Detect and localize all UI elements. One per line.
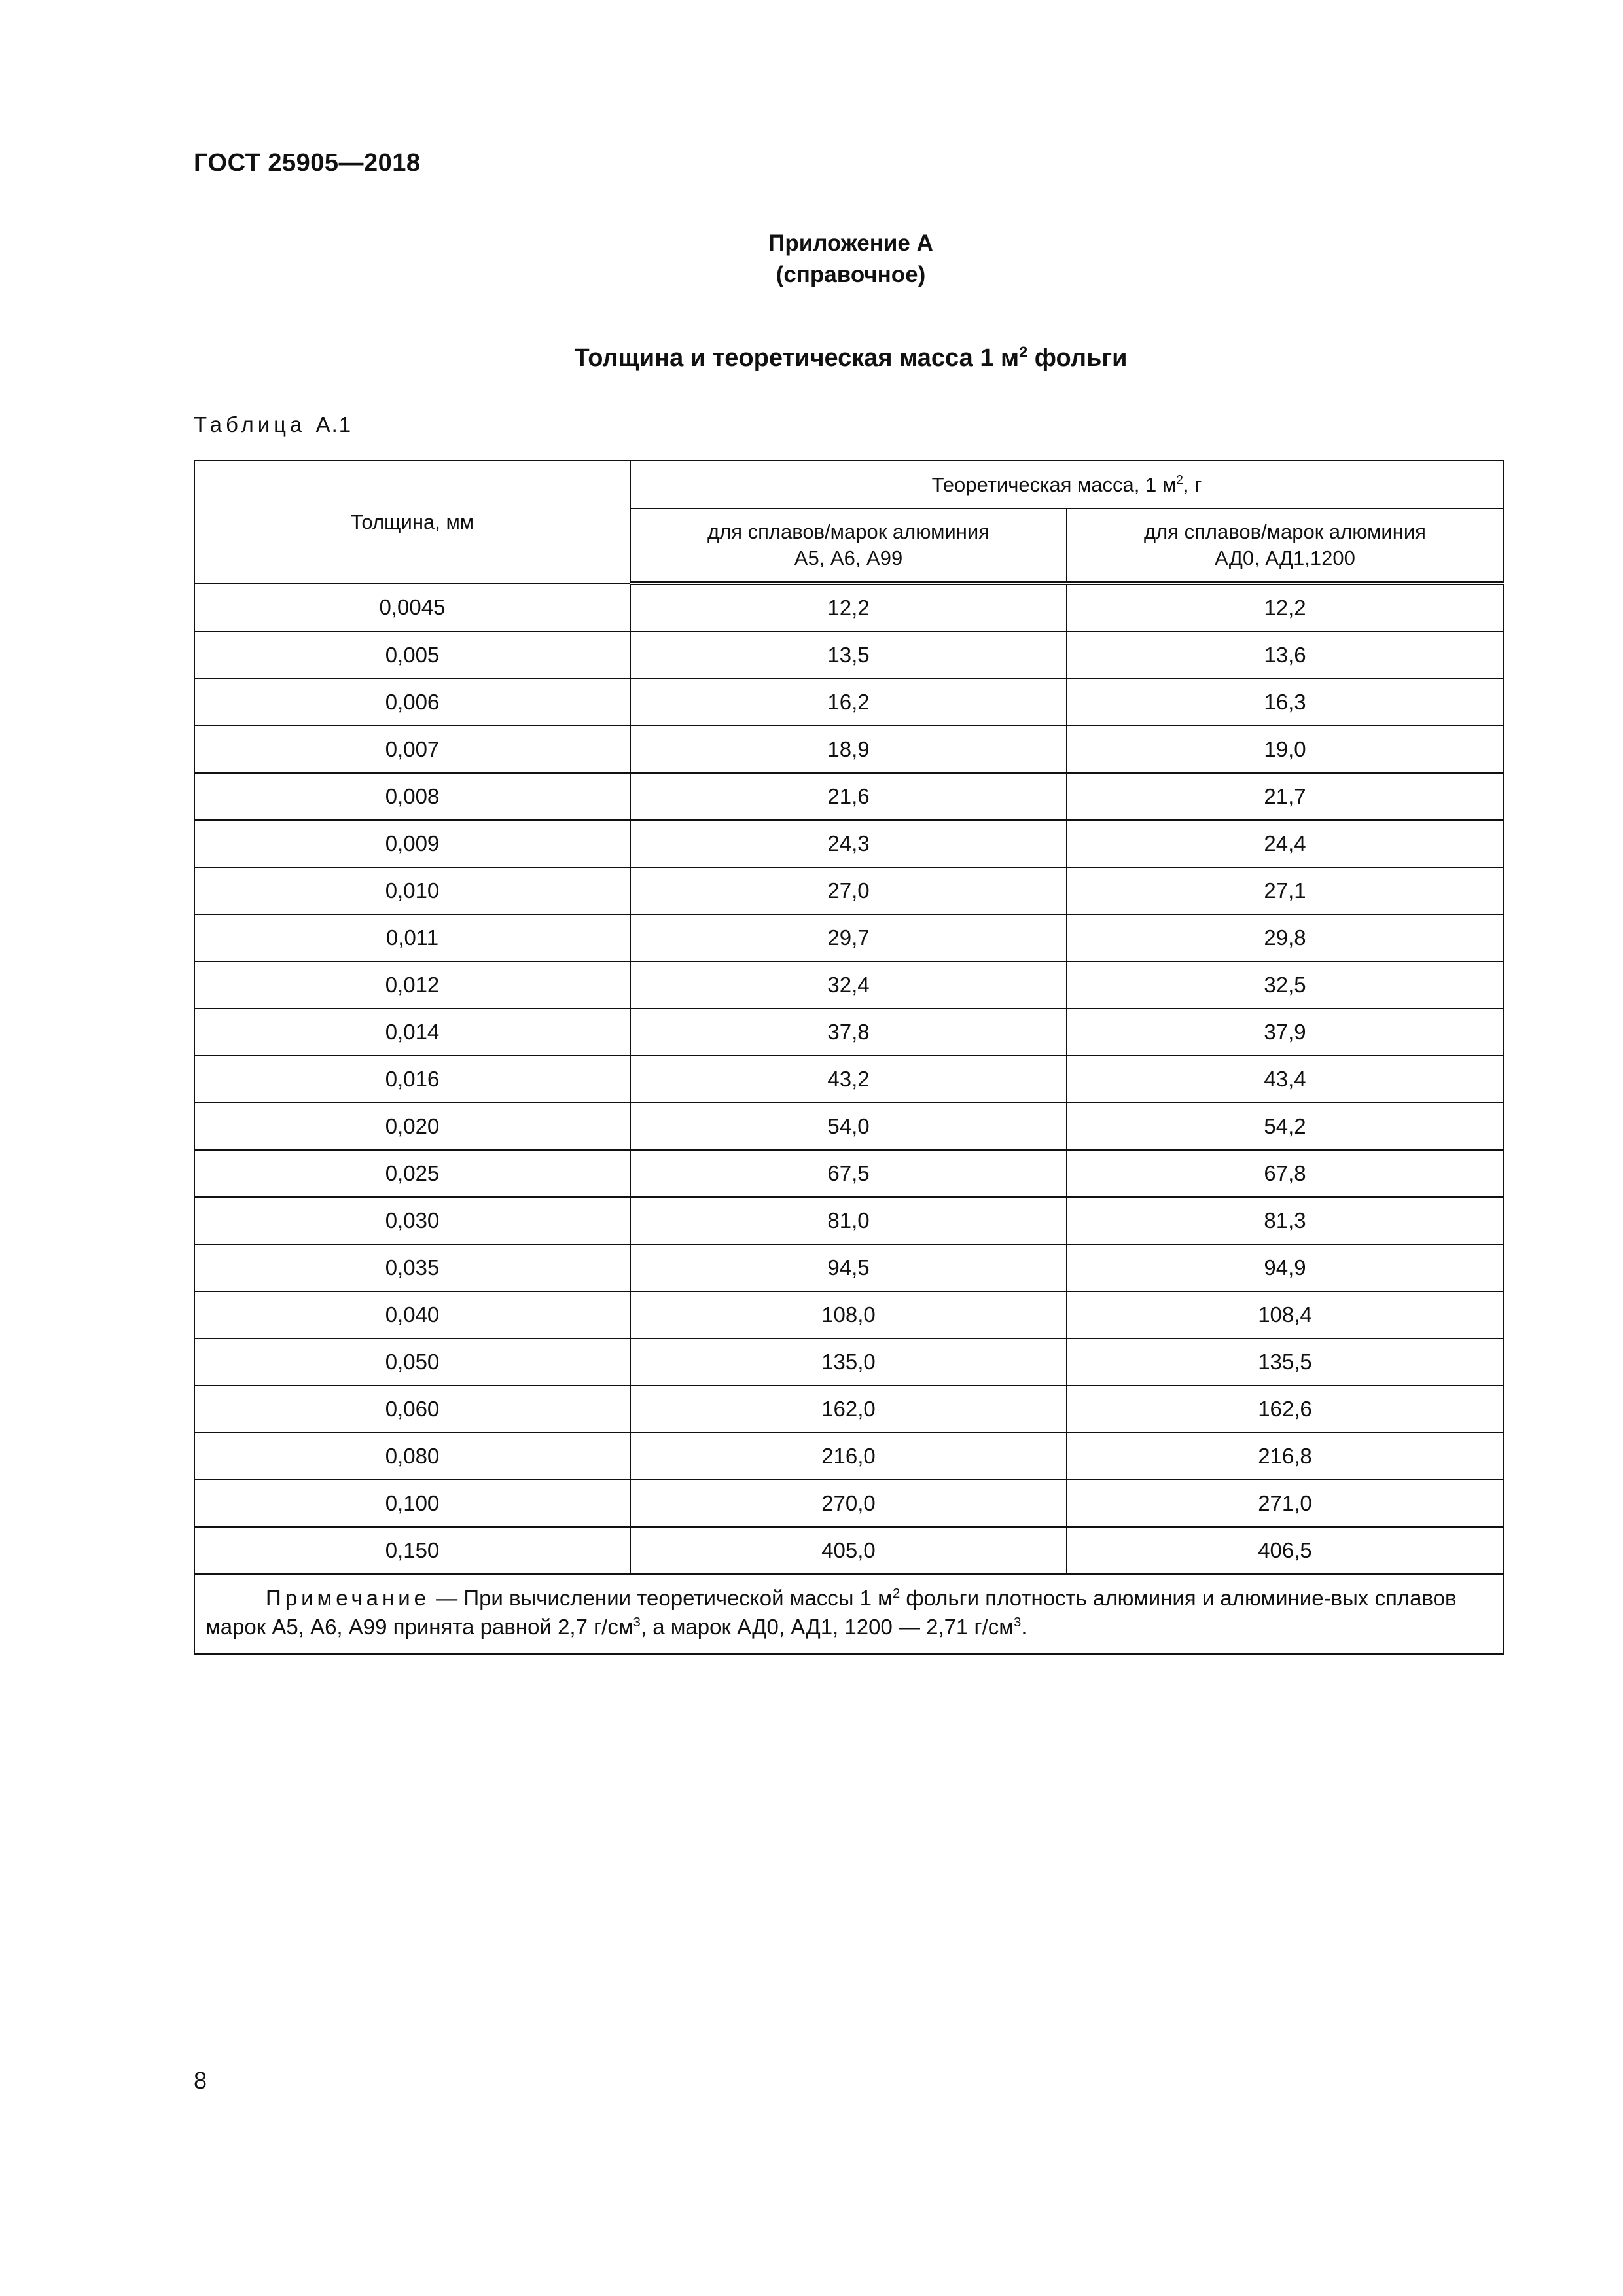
cell-mass-b: 162,6 xyxy=(1067,1386,1503,1433)
cell-mass-b: 271,0 xyxy=(1067,1480,1503,1527)
cell-mass-b: 27,1 xyxy=(1067,867,1503,914)
cell-thickness: 0,035 xyxy=(194,1244,630,1291)
cell-mass-a: 54,0 xyxy=(630,1103,1067,1150)
document-code: ГОСТ 25905—2018 xyxy=(194,149,421,177)
cell-thickness: 0,005 xyxy=(194,632,630,679)
cell-mass-a: 43,2 xyxy=(630,1056,1067,1103)
header-alloy-a-line2: А5, А6, А99 xyxy=(794,547,903,569)
cell-thickness: 0,007 xyxy=(194,726,630,773)
table-row xyxy=(194,1103,1503,1150)
cell-thickness: 0,050 xyxy=(194,1338,630,1386)
note-text-2: фольги плотность алюминия и алюминие-вых сплавов марок А5, А6, А99 принята равной 2,7 г/см xyxy=(205,1586,1457,1639)
header-alloy-b xyxy=(1067,509,1503,583)
table-row xyxy=(194,632,1503,679)
cell-mass-a: 216,0 xyxy=(630,1433,1067,1480)
cell-mass-a: 37,8 xyxy=(630,1009,1067,1056)
note-sup-3: 3 xyxy=(1013,1615,1022,1630)
cell-mass-a: 16,2 xyxy=(630,679,1067,726)
cell-thickness: 0,020 xyxy=(194,1103,630,1150)
cell-thickness: 0,100 xyxy=(194,1480,630,1527)
page-title-sup: 2 xyxy=(1019,343,1028,361)
note-text-4: . xyxy=(1021,1615,1027,1639)
header-mass-group-after: , г xyxy=(1183,473,1202,496)
table-row xyxy=(194,867,1503,914)
cell-thickness: 0,010 xyxy=(194,867,630,914)
cell-mass-b: 43,4 xyxy=(1067,1056,1503,1103)
table-row xyxy=(194,583,1503,632)
table-label xyxy=(194,412,352,437)
note-text-1: — При вычислении теоретической массы 1 м xyxy=(430,1586,893,1610)
header-mass-group-text: Теоретическая масса, 1 м xyxy=(931,473,1177,496)
table-row xyxy=(194,1244,1503,1291)
cell-mass-a: 32,4 xyxy=(630,961,1067,1009)
table-row xyxy=(194,1291,1503,1338)
cell-mass-b: 29,8 xyxy=(1067,914,1503,961)
cell-thickness: 0,011 xyxy=(194,914,630,961)
cell-thickness: 0,016 xyxy=(194,1056,630,1103)
table-row xyxy=(194,820,1503,867)
cell-mass-a: 18,9 xyxy=(630,726,1067,773)
table-row xyxy=(194,1338,1503,1386)
cell-mass-b: 135,5 xyxy=(1067,1338,1503,1386)
table-note xyxy=(194,1574,1503,1654)
header-mass-group xyxy=(630,461,1503,509)
cell-mass-a: 27,0 xyxy=(630,867,1067,914)
table-row xyxy=(194,1056,1503,1103)
cell-thickness: 0,030 xyxy=(194,1197,630,1244)
cell-thickness: 0,014 xyxy=(194,1009,630,1056)
header-alloy-b-line1: для сплавов/марок алюминия xyxy=(1144,520,1426,543)
appendix-heading xyxy=(0,228,1623,291)
cell-thickness: 0,080 xyxy=(194,1433,630,1480)
page-title xyxy=(0,344,1623,372)
page-title-text: Толщина и теоретическая масса 1 м xyxy=(574,344,1020,372)
cell-mass-b: 94,9 xyxy=(1067,1244,1503,1291)
cell-mass-a: 67,5 xyxy=(630,1150,1067,1197)
cell-thickness: 0,025 xyxy=(194,1150,630,1197)
cell-thickness: 0,150 xyxy=(194,1527,630,1574)
cell-mass-a: 29,7 xyxy=(630,914,1067,961)
header-alloy-b-line2: АД0, АД1,1200 xyxy=(1215,547,1355,569)
page-title-text-after: фольги xyxy=(1027,344,1128,372)
table-row xyxy=(194,773,1503,820)
cell-mass-b: 21,7 xyxy=(1067,773,1503,820)
cell-mass-b: 216,8 xyxy=(1067,1433,1503,1480)
table-row xyxy=(194,961,1503,1009)
cell-mass-a: 94,5 xyxy=(630,1244,1067,1291)
cell-thickness: 0,040 xyxy=(194,1291,630,1338)
cell-thickness: 0,060 xyxy=(194,1386,630,1433)
cell-thickness: 0,006 xyxy=(194,679,630,726)
appendix-title: Приложение А xyxy=(768,230,933,256)
cell-thickness: 0,009 xyxy=(194,820,630,867)
cell-mass-a: 135,0 xyxy=(630,1338,1067,1386)
header-alloy-a xyxy=(630,509,1067,583)
cell-mass-b: 32,5 xyxy=(1067,961,1503,1009)
table-row xyxy=(194,1386,1503,1433)
page-number: 8 xyxy=(194,2067,207,2094)
cell-mass-a: 13,5 xyxy=(630,632,1067,679)
table-row xyxy=(194,1527,1503,1574)
header-thickness: Толщина, мм xyxy=(194,461,630,583)
cell-mass-b: 81,3 xyxy=(1067,1197,1503,1244)
table-row xyxy=(194,914,1503,961)
table-row xyxy=(194,1009,1503,1056)
cell-thickness: 0,008 xyxy=(194,773,630,820)
thickness-mass-table xyxy=(194,460,1504,1655)
note-lead: Примечание xyxy=(266,1586,431,1610)
cell-mass-a: 21,6 xyxy=(630,773,1067,820)
note-sup-2: 3 xyxy=(633,1615,641,1630)
cell-mass-b: 67,8 xyxy=(1067,1150,1503,1197)
table-row xyxy=(194,1480,1503,1527)
cell-mass-b: 16,3 xyxy=(1067,679,1503,726)
table-row xyxy=(194,1197,1503,1244)
cell-thickness: 0,012 xyxy=(194,961,630,1009)
cell-mass-a: 108,0 xyxy=(630,1291,1067,1338)
table-row xyxy=(194,1433,1503,1480)
table-note-row xyxy=(194,1574,1503,1654)
table-row xyxy=(194,679,1503,726)
cell-mass-a: 24,3 xyxy=(630,820,1067,867)
cell-mass-b: 19,0 xyxy=(1067,726,1503,773)
cell-mass-a: 81,0 xyxy=(630,1197,1067,1244)
cell-mass-b: 54,2 xyxy=(1067,1103,1503,1150)
cell-mass-b: 108,4 xyxy=(1067,1291,1503,1338)
cell-mass-b: 13,6 xyxy=(1067,632,1503,679)
cell-mass-a: 12,2 xyxy=(630,583,1067,632)
table-label-number: А.1 xyxy=(315,412,353,437)
table-row xyxy=(194,1150,1503,1197)
cell-thickness: 0,0045 xyxy=(194,583,630,632)
cell-mass-b: 24,4 xyxy=(1067,820,1503,867)
table-row xyxy=(194,726,1503,773)
note-sup-1: 2 xyxy=(892,1586,901,1601)
cell-mass-a: 270,0 xyxy=(630,1480,1067,1527)
cell-mass-a: 162,0 xyxy=(630,1386,1067,1433)
header-mass-group-sup: 2 xyxy=(1176,473,1183,488)
table-label-word: Таблица xyxy=(194,412,306,437)
cell-mass-b: 37,9 xyxy=(1067,1009,1503,1056)
cell-mass-b: 12,2 xyxy=(1067,583,1503,632)
cell-mass-b: 406,5 xyxy=(1067,1527,1503,1574)
header-alloy-a-line1: для сплавов/марок алюминия xyxy=(707,520,990,543)
appendix-subtitle: (справочное) xyxy=(776,262,926,287)
note-text-3: , а марок АД0, АД1, 1200 — 2,71 г/см xyxy=(640,1615,1014,1639)
cell-mass-a: 405,0 xyxy=(630,1527,1067,1574)
